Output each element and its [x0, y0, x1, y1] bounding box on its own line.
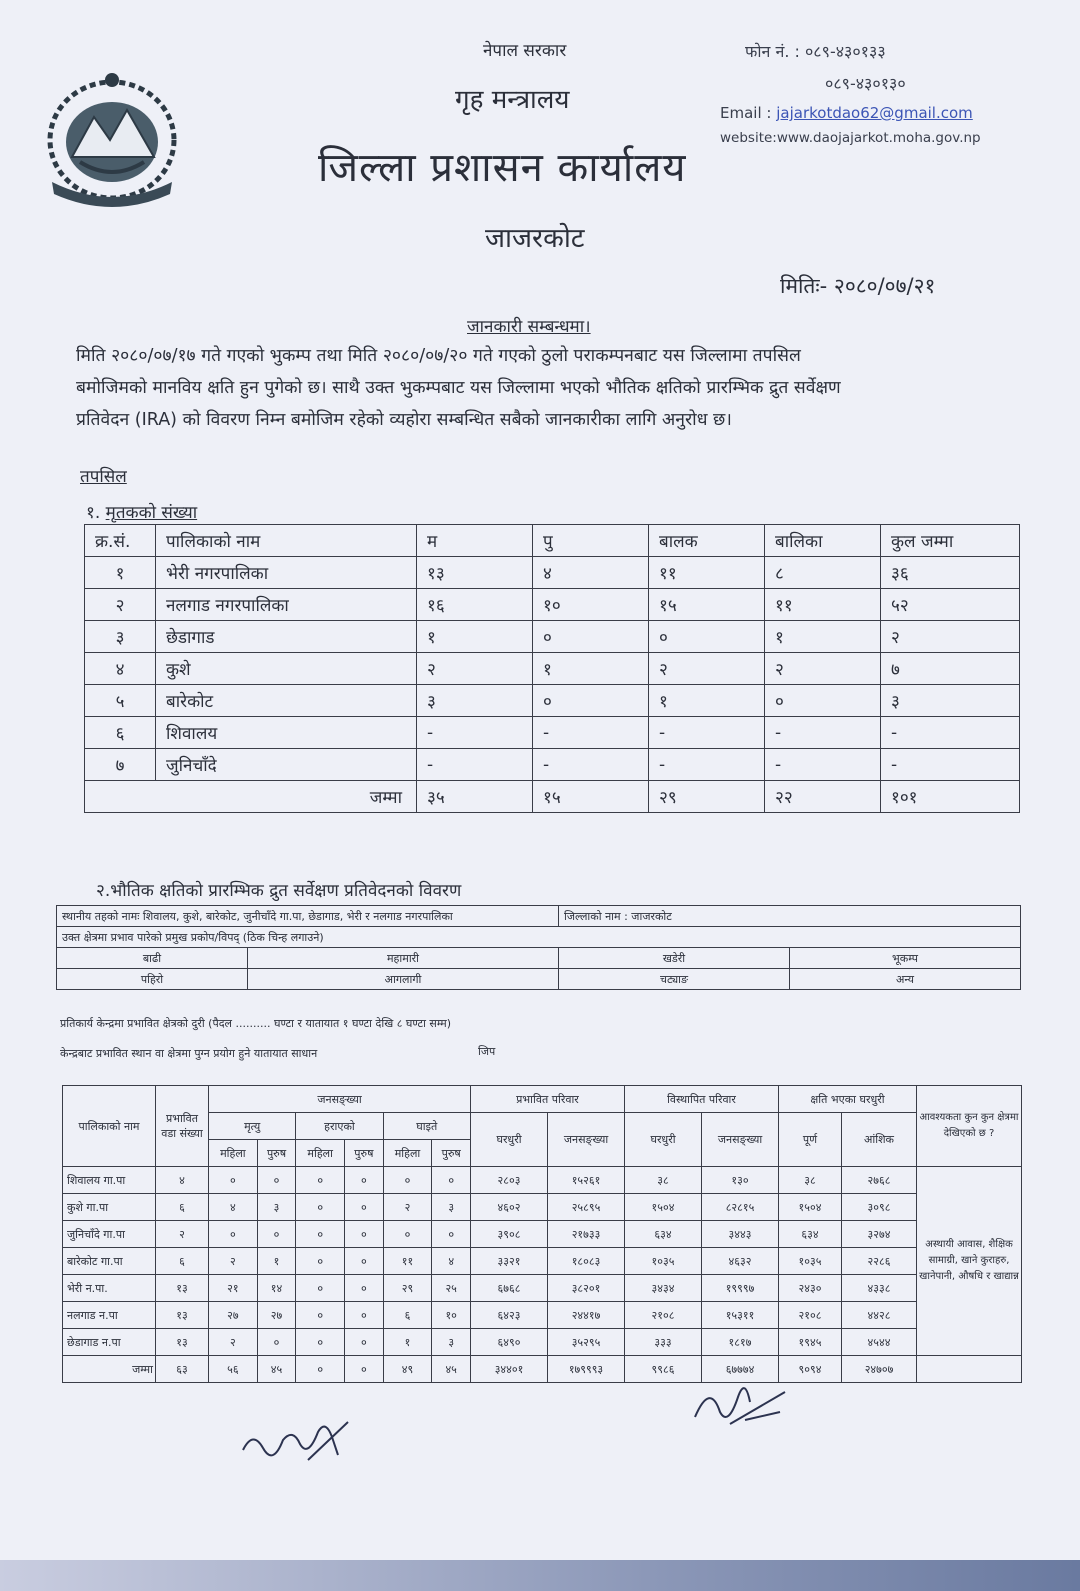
cell: १०: [533, 589, 649, 621]
cell: ११: [765, 589, 881, 621]
document-date: मितिः- २०८०/०७/२१: [780, 274, 936, 298]
cell: ४: [85, 653, 156, 685]
cell: ०: [209, 1167, 258, 1194]
cell: १: [85, 557, 156, 589]
cell: ०: [383, 1221, 432, 1248]
needs-cell: अस्थायी आवास, शैक्षिक सामाग्री, खाने कुराहरु, खानेपानी, औषधि र खाद्यान्न: [917, 1167, 1022, 1356]
cell: ०: [257, 1221, 296, 1248]
cell: ३: [257, 1194, 296, 1221]
cell: ६७७७४: [702, 1356, 779, 1383]
cell: ३४४०१: [471, 1356, 548, 1383]
website[interactable]: website:www.daojajarkot.moha.gov.np: [720, 130, 981, 146]
cell: ०: [649, 621, 765, 653]
cell: १५३११: [702, 1302, 779, 1329]
cell: ०: [383, 1167, 432, 1194]
cell: कुशे: [156, 653, 417, 685]
cell: ६३४: [779, 1221, 842, 1248]
th-female: म: [417, 525, 533, 557]
cell: २१०८: [625, 1302, 702, 1329]
cell: २९: [383, 1275, 432, 1302]
th-households: घरधुरी: [625, 1113, 702, 1167]
cell: २४७०७: [842, 1356, 917, 1383]
cell: ६: [85, 717, 156, 749]
th-death: मृत्यु: [209, 1113, 296, 1140]
cell: ०: [209, 1221, 258, 1248]
cell: ३३२१: [471, 1248, 548, 1275]
cell: ६४९०: [471, 1329, 548, 1356]
cell: १०१: [881, 781, 1020, 813]
cell: -: [649, 749, 765, 781]
th-male: पुरुष: [432, 1140, 471, 1167]
section1-number: १.: [86, 503, 101, 523]
tapasil-heading: तपसिल: [80, 467, 127, 487]
th-people: जनसङ्ख्या: [548, 1113, 625, 1167]
th-palika: पालिकाको नाम: [63, 1086, 156, 1167]
cell: ३९०८: [471, 1221, 548, 1248]
signature-left-icon: [238, 1410, 358, 1470]
cell: ०: [296, 1248, 345, 1275]
cell: ०: [432, 1221, 471, 1248]
cell: जुनिचाँदे: [156, 749, 417, 781]
cell: ४९: [383, 1356, 432, 1383]
cell: ६: [156, 1248, 209, 1275]
deaths-header-row: [85, 525, 1020, 557]
disaster-epidemic: महामारी: [248, 948, 559, 969]
cell: १३: [156, 1275, 209, 1302]
cell: -: [765, 749, 881, 781]
disaster-prompt: उक्त क्षेत्रमा प्रभाव पारेको प्रमुख प्रकोप/विपद् (ठिक चिन्ह लगाउने): [57, 927, 1021, 948]
table-row: [57, 906, 1021, 927]
cell: -: [417, 717, 533, 749]
cell: ४६३२: [702, 1248, 779, 1275]
cell: २४३०: [779, 1275, 842, 1302]
cell: ३६: [881, 557, 1020, 589]
cell: ०: [257, 1167, 296, 1194]
cell: ११: [383, 1248, 432, 1275]
cell: ०: [296, 1167, 345, 1194]
palika-name-cell: जुनिचाँदे गा.पा: [63, 1221, 156, 1248]
cell: -: [881, 749, 1020, 781]
body-paragraph: [76, 340, 1006, 436]
email-label: Email :: [720, 104, 772, 122]
cell: [917, 1356, 1022, 1383]
cell: १९९९७: [702, 1275, 779, 1302]
cell: ३: [432, 1194, 471, 1221]
local-level-names: स्थानीय तहको नामः शिवालय, कुशे, बारेकोट, जुनीचाँदे गा.पा, छेडागाड, भेरी र नलगाड नगरपालिका: [57, 906, 559, 927]
table-row: [63, 1194, 1022, 1221]
section1-title: मृतकको संख्या: [105, 503, 198, 523]
cell: ०: [533, 621, 649, 653]
cell: १९४५: [779, 1329, 842, 1356]
table-row: [85, 749, 1020, 781]
palika-name-cell: नलगाड न.पा: [63, 1302, 156, 1329]
cell: १५०४: [625, 1194, 702, 1221]
cell: ०: [345, 1221, 384, 1248]
phone-label: फोन नं. :: [745, 42, 800, 61]
cell: २५८९५: [548, 1194, 625, 1221]
th-palika: पालिकाको नाम: [156, 525, 417, 557]
th-sn: क्र.सं.: [85, 525, 156, 557]
cell: २: [383, 1194, 432, 1221]
th-needs: आवश्यकता कुन कुन क्षेत्रमा देखिएको छ ?: [917, 1086, 1022, 1167]
cell: ६: [383, 1302, 432, 1329]
cell: ३८: [779, 1167, 842, 1194]
cell: ०: [345, 1275, 384, 1302]
table-row: [63, 1302, 1022, 1329]
deaths-table: [84, 524, 1020, 813]
cell: ६३: [156, 1356, 209, 1383]
cell: ४: [533, 557, 649, 589]
table-row: [85, 653, 1020, 685]
deaths-total-row: [85, 781, 1020, 813]
cell: ४३३८: [842, 1275, 917, 1302]
cell: ३०९८: [842, 1194, 917, 1221]
cell: १: [383, 1329, 432, 1356]
cell: १८१७: [702, 1329, 779, 1356]
cell: ३: [85, 621, 156, 653]
email-link[interactable]: jajarkotdao62@gmail.com: [776, 104, 973, 122]
cell: ०: [296, 1356, 345, 1383]
table-row: [85, 685, 1020, 717]
palika-name-cell: कुशे गा.पा: [63, 1194, 156, 1221]
cell: ४५४४: [842, 1329, 917, 1356]
section2-title: २.भौतिक क्षतिको प्रारम्भिक द्रुत सर्वेक्षण प्रतिवेदनको विवरण: [96, 881, 462, 901]
cell: २१७३३: [548, 1221, 625, 1248]
th-full: पूर्ण: [779, 1113, 842, 1167]
cell: २: [156, 1221, 209, 1248]
cell: ११: [649, 557, 765, 589]
phone-2: ०८९-४३०१३०: [825, 74, 906, 93]
palika-name-cell: शिवालय गा.पा: [63, 1167, 156, 1194]
cell: ३: [417, 685, 533, 717]
page-edge-shadow: [0, 1560, 1080, 1591]
cell: २: [649, 653, 765, 685]
cell: ०: [345, 1329, 384, 1356]
cell: २२८६: [842, 1248, 917, 1275]
phone-row: [745, 40, 886, 62]
district-name: जाजरकोट: [485, 223, 585, 254]
table-row: [63, 1167, 1022, 1194]
cell: १३: [156, 1329, 209, 1356]
cell: ०: [296, 1275, 345, 1302]
cell: २७६८: [842, 1167, 917, 1194]
th-male: पु: [533, 525, 649, 557]
body-line-3: प्रतिवेदन (IRA) को विवरण निम्न बमोजिम रहेको व्यहोरा सम्बन्धित सबैको जानकारीका लागि अनुरोध छ।: [76, 410, 732, 430]
cell: ७: [881, 653, 1020, 685]
cell: -: [417, 749, 533, 781]
total-label: जम्मा: [63, 1356, 156, 1383]
cell: ८२८१५: [702, 1194, 779, 1221]
cell: १५: [533, 781, 649, 813]
cell: ३५२९५: [548, 1329, 625, 1356]
cell: ०: [432, 1167, 471, 1194]
cell: ०: [345, 1302, 384, 1329]
cell: १: [257, 1248, 296, 1275]
table-row: [85, 557, 1020, 589]
cell: ४: [432, 1248, 471, 1275]
nepal-emblem-icon: [32, 62, 192, 212]
th-displaced-family: विस्थापित परिवार: [625, 1086, 779, 1113]
th-female: महिला: [383, 1140, 432, 1167]
th-female: महिला: [209, 1140, 258, 1167]
th-injured: घाइते: [383, 1113, 470, 1140]
th-boy: बालक: [649, 525, 765, 557]
cell: ०: [296, 1221, 345, 1248]
cell: नलगाड नगरपालिका: [156, 589, 417, 621]
cell: २: [765, 653, 881, 685]
cell: ०: [257, 1329, 296, 1356]
body-line-2: बमोजिमको मानविय क्षति हुन पुगेको छ। साथै उक्त भुकम्पबाट यस जिल्लामा भएको भौतिक क्षतिको प्रारम्भिक द्रुत सर्वेक्षण: [76, 378, 841, 398]
body-line-1: मिति २०८०/०७/१७ गते गएको भुकम्प तथा मिति २०८०/०७/२० गते गएको ठुलो पराकम्पनबाट यस जिल्लामा तपसिल: [76, 346, 801, 366]
table-row: [57, 948, 1021, 969]
table-row: [85, 621, 1020, 653]
cell: ६: [156, 1194, 209, 1221]
signature-right-icon: [690, 1372, 810, 1432]
cell: १: [533, 653, 649, 685]
table-row: [57, 927, 1021, 948]
cell: ३५: [417, 781, 533, 813]
cell: १५०४: [779, 1194, 842, 1221]
cell: ३: [881, 685, 1020, 717]
cell: ३: [432, 1329, 471, 1356]
th-partial: आंशिक: [842, 1113, 917, 1167]
cell: १: [649, 685, 765, 717]
cell: -: [533, 749, 649, 781]
palika-name-cell: भेरी न.पा.: [63, 1275, 156, 1302]
cell: -: [533, 717, 649, 749]
cell: ३३३: [625, 1329, 702, 1356]
cell: ३८: [625, 1167, 702, 1194]
cell: ५२: [881, 589, 1020, 621]
th-households: घरधुरी: [471, 1113, 548, 1167]
government-name: नेपाल सरकार: [483, 41, 567, 61]
cell: ३४४३: [702, 1221, 779, 1248]
palika-name-cell: छेडागाड न.पा: [63, 1329, 156, 1356]
phone-1: ०८९-४३०१३३: [804, 42, 886, 61]
cell: -: [765, 717, 881, 749]
cell: छेडागाड: [156, 621, 417, 653]
cell: १: [417, 621, 533, 653]
cell: २७: [209, 1302, 258, 1329]
cell: ०: [765, 685, 881, 717]
table-row: [85, 589, 1020, 621]
physical-damage-info: [56, 905, 1021, 990]
cell: २: [881, 621, 1020, 653]
cell: २४४१७: [548, 1302, 625, 1329]
cell: ३२७४: [842, 1221, 917, 1248]
cell: ४६०२: [471, 1194, 548, 1221]
cell: ६७६८: [471, 1275, 548, 1302]
cell: २१०८: [779, 1302, 842, 1329]
cell: ०: [296, 1194, 345, 1221]
th-damaged-houses: क्षति भएका घरधुरी: [779, 1086, 917, 1113]
cell: १३: [156, 1302, 209, 1329]
cell: २: [417, 653, 533, 685]
cell: -: [881, 717, 1020, 749]
th-affected-family: प्रभावित परिवार: [471, 1086, 625, 1113]
cell: -: [649, 717, 765, 749]
palika-name-cell: बारेकोट गा.पा: [63, 1248, 156, 1275]
table-row: [63, 1329, 1022, 1356]
district-field: जिल्लाको नाम : जाजरकोट: [559, 906, 1021, 927]
transport-note: केन्द्रबाट प्रभावित स्थान वा क्षेत्रमा पुग्न प्रयोग हुने यातायात साधान: [60, 1047, 318, 1060]
cell: १६: [417, 589, 533, 621]
cell: ३८२०१: [548, 1275, 625, 1302]
impact-total-row: [63, 1356, 1022, 1383]
cell: ७: [85, 749, 156, 781]
th-people: जनसङ्ख्या: [702, 1113, 779, 1167]
table-row: [85, 717, 1020, 749]
cell: २१: [209, 1275, 258, 1302]
email-row: [720, 104, 973, 122]
office-name: जिल्ला प्रशासन कार्यालय: [318, 145, 687, 191]
table-row: [63, 1248, 1022, 1275]
th-male: पुरुष: [345, 1140, 384, 1167]
cell: १७९९९३: [548, 1356, 625, 1383]
cell: २: [209, 1329, 258, 1356]
disaster-other: अन्य: [790, 969, 1021, 990]
table-row: [63, 1221, 1022, 1248]
cell: १: [765, 621, 881, 653]
cell: ०: [296, 1329, 345, 1356]
disaster-drought: खडेरी: [559, 948, 790, 969]
cell: ३४३४: [625, 1275, 702, 1302]
total-label: जम्मा: [85, 781, 417, 813]
cell: ६३४: [625, 1221, 702, 1248]
cell: २२: [765, 781, 881, 813]
th-population: जनसङ्ख्या: [209, 1086, 471, 1113]
cell: २: [209, 1248, 258, 1275]
cell: ९९८६: [625, 1356, 702, 1383]
disaster-lightning: चट्याङ: [559, 969, 790, 990]
th-male: पुरुष: [257, 1140, 296, 1167]
disaster-landslide: पहिरो: [57, 969, 248, 990]
cell: १५: [649, 589, 765, 621]
cell: ४: [209, 1194, 258, 1221]
cell: २७: [257, 1302, 296, 1329]
cell: ०: [296, 1302, 345, 1329]
th-girl: बालिका: [765, 525, 881, 557]
cell: १४: [257, 1275, 296, 1302]
ministry-name: गृह मन्त्रालय: [455, 85, 570, 115]
cell: ०: [345, 1194, 384, 1221]
cell: २८०३: [471, 1167, 548, 1194]
cell: ५: [85, 685, 156, 717]
cell: भेरी नगरपालिका: [156, 557, 417, 589]
th-wards: प्रभावित वडा संख्या: [156, 1086, 209, 1167]
cell: बारेकोट: [156, 685, 417, 717]
cell: ५६: [209, 1356, 258, 1383]
cell: २: [85, 589, 156, 621]
cell: ६४२३: [471, 1302, 548, 1329]
cell: ०: [345, 1167, 384, 1194]
table-row: [57, 969, 1021, 990]
cell: १०३५: [779, 1248, 842, 1275]
disaster-fire: आगलागी: [248, 969, 559, 990]
subject-line: जानकारी सम्बन्धमा।: [467, 317, 591, 337]
cell: ४५: [432, 1356, 471, 1383]
th-total: कुल जम्मा: [881, 525, 1020, 557]
section1-heading: [86, 500, 197, 523]
disaster-earthquake: भूकम्प: [790, 948, 1021, 969]
table-row: [63, 1275, 1022, 1302]
cell: १५२६१: [548, 1167, 625, 1194]
disaster-flood: बाढी: [57, 948, 248, 969]
cell: १०: [432, 1302, 471, 1329]
transport-value: जिप: [478, 1045, 496, 1058]
cell: १३: [417, 557, 533, 589]
cell: ०: [345, 1248, 384, 1275]
cell: ४४२८: [842, 1302, 917, 1329]
cell: २५: [432, 1275, 471, 1302]
th-female: महिला: [296, 1140, 345, 1167]
cell: ४: [156, 1167, 209, 1194]
cell: शिवालय: [156, 717, 417, 749]
cell: ०: [533, 685, 649, 717]
impact-table: [62, 1085, 1022, 1383]
th-missing: हराएको: [296, 1113, 383, 1140]
cell: ८: [765, 557, 881, 589]
cell: १३०: [702, 1167, 779, 1194]
cell: ४५: [257, 1356, 296, 1383]
table-row: [63, 1086, 1022, 1113]
cell: ०: [345, 1356, 384, 1383]
distance-note: प्रतिकार्य केन्द्रमा प्रभावित क्षेत्रको दुरी (पैदल .......... घण्टा र यातायात १ घण्टा देखि ८ घण्टा सम्म): [60, 1017, 452, 1030]
cell: ९०९४: [779, 1356, 842, 1383]
cell: २९: [649, 781, 765, 813]
cell: १८०८३: [548, 1248, 625, 1275]
cell: १०३५: [625, 1248, 702, 1275]
